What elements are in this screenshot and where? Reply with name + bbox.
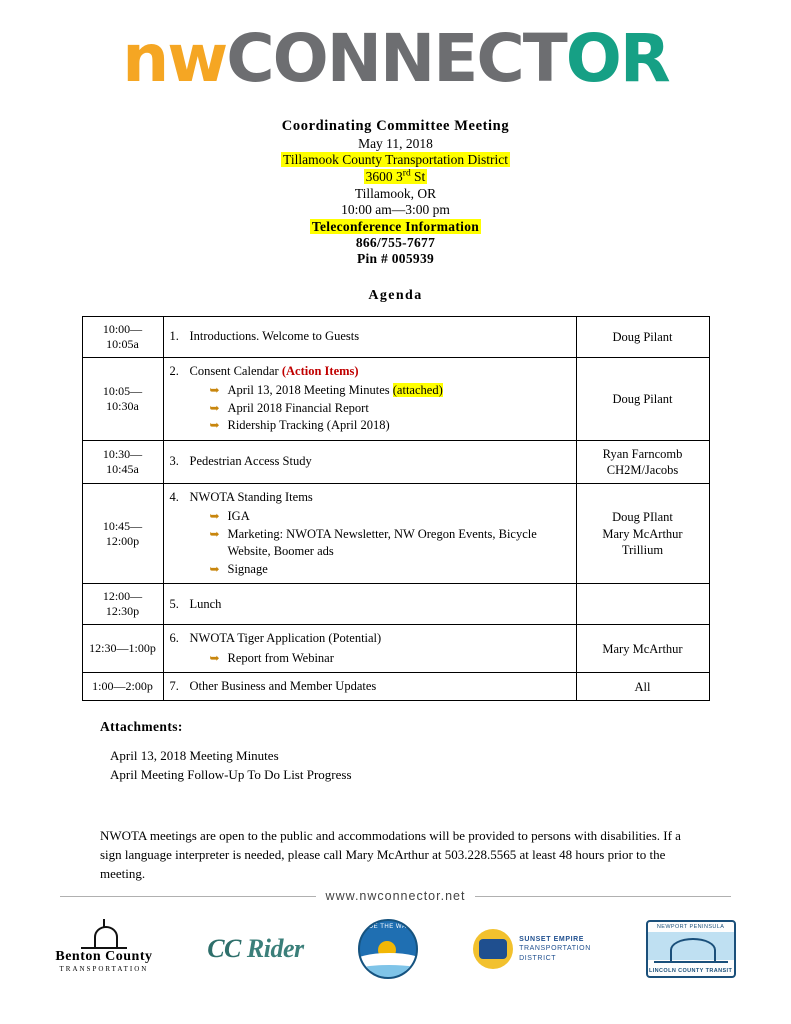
arrow-bullet-icon: ➥ [209,418,220,433]
newport-peninsula-label: NEWPORT PENINSULA [656,924,725,930]
row-item [163,357,576,440]
owner-name: Mary McArthur [602,641,683,656]
partner-logos [0,919,791,979]
row-owner [576,357,709,440]
page-footer [0,889,791,1024]
sunset-transportation-label: TRANSPORTATION [519,945,591,953]
meeting-title: Coordinating Committee Meeting [281,118,510,134]
attachments-heading: Attachments: [100,719,183,735]
meeting-city-state: Tillamook, OR [354,185,437,201]
list-item [210,650,564,668]
website-url[interactable]: www.nwconnector.net [325,889,466,903]
row-number: 3. [169,454,179,469]
owner-name: Doug Pilant [612,391,673,406]
sub-item-text: Marketing: NWOTA Newsletter, NW Oregon Events, Bicycle Website, Boomer ads [227,526,537,559]
arrow-bullet-icon: ➥ [209,400,220,415]
row-number: 4. [169,490,179,505]
table-row [82,484,709,584]
list-item [210,417,564,435]
row-title: Consent Calendar [189,363,282,378]
arrow-bullet-icon: ➥ [209,561,220,576]
table-row [82,440,709,484]
divider-right [475,896,731,897]
meeting-date: May 11, 2018 [358,135,433,151]
meeting-time: 10:00 am—3:00 pm [341,202,450,218]
ride-the-wave-logo [358,919,418,979]
list-item [210,526,564,561]
accessibility-note: NWOTA meetings are open to the public and accommodations will be provided to persons with disabilities. If a sign language interpreter is needed, please call Mary McArthur at 503.228.5565 at least 48 hours prior to the meeting. [100,828,681,881]
table-row [82,625,709,673]
owner-name: Trillium [621,542,664,557]
list-item [210,400,564,418]
footer-url-row [60,889,731,903]
sub-item-list [190,382,564,435]
row-title: Other Business and Member Updates [189,679,377,694]
benton-county-label: Benton County [55,949,153,964]
owner-name: Mary McArthur [602,526,683,541]
ride-the-wave-label: RIDE THE WAVE [361,924,415,930]
logo-text-or: OR [565,20,669,97]
row-item [163,584,576,625]
row-time: 12:30—1:00p [82,625,163,673]
row-title: Introductions. Welcome to Guests [189,329,360,344]
row-time: 10:00—10:05a [82,316,163,357]
arrow-bullet-icon: ➥ [209,650,220,665]
row-owner [576,316,709,357]
list-item: April 13, 2018 Meeting Minutes [110,748,279,764]
sunset-district-label: DISTRICT [519,954,557,962]
cc-label: CC [207,934,241,963]
sunset-empire-logo [473,929,591,969]
table-row [82,673,709,701]
meeting-venue: Tillamook County Transportation District [283,152,508,168]
meeting-address: 3600 3rd St [365,168,426,185]
row-owner [576,625,709,673]
benton-county-logo [55,925,152,973]
row-owner [576,440,709,484]
row-owner [576,673,709,701]
bridge-arch-icon [670,938,716,962]
row-time: 10:05—10:30a [82,357,163,440]
teleconference-phone: 866/755-7677 [355,235,436,250]
row-owner [576,484,709,584]
agenda-table [82,316,710,702]
list-item: April Meeting Follow-Up To Do List Progress [110,767,352,783]
row-title: NWOTA Tiger Application (Potential) [189,631,382,646]
courthouse-dome-icon [81,925,127,949]
arrow-bullet-icon: ➥ [209,383,220,398]
sub-item-text: Signage [227,561,268,576]
list-item [210,561,564,579]
owner-name: All [634,679,651,694]
row-number: 6. [169,631,179,646]
rider-label: Rider [246,934,304,963]
owner-name: CH2M/Jacobs [606,462,679,477]
table-row [82,316,709,357]
row-time: 1:00—2:00p [82,673,163,701]
sub-item-text: Report from Webinar [227,650,334,665]
agenda-heading: Agenda [368,287,423,303]
arrow-bullet-icon: ➥ [209,526,220,541]
row-number: 1. [169,329,179,344]
sub-item-list [190,508,564,578]
owner-name: Doug PIlant [612,510,673,525]
divider-left [60,896,316,897]
row-title: Pedestrian Access Study [189,454,312,469]
benton-transportation-label: TRANSPORTATION [59,965,149,973]
row-time: 10:30—10:45a [82,440,163,484]
row-time: 12:00—12:30p [82,584,163,625]
meeting-header [48,118,743,268]
table-row [82,357,709,440]
sub-item-text: April 13, 2018 Meeting Minutes [227,383,390,398]
sunset-inner-shape [479,939,507,959]
action-items-tag: (Action Items) [281,363,359,378]
lincoln-county-transit-label: LINCOLN COUNTY TRANSIT [648,968,733,974]
teleconference-label: Teleconference Information [311,218,480,234]
list-item [210,508,564,526]
row-item [163,484,576,584]
sub-item-text: IGA [227,509,250,524]
attached-tag: (attached) [392,383,443,398]
row-number: 2. [169,363,179,378]
logo-text-nw: nw [122,20,227,97]
teleconference-pin: Pin # 005939 [356,251,435,267]
sunset-mark-icon [473,929,513,969]
row-title: NWOTA Standing Items [189,490,313,505]
logo-text-connect: CONNECT [226,20,566,97]
row-item [163,316,576,357]
row-item [163,440,576,484]
row-title: Lunch [189,596,222,611]
wave-shape-blue [358,965,418,977]
row-number: 5. [169,596,179,611]
owner-name: Doug Pilant [612,329,673,344]
sunset-empire-label: SUNSET EMPIRE [519,935,585,943]
row-number: 7. [169,679,179,694]
row-item [163,625,576,673]
list-item [210,382,564,400]
sub-item-list [190,650,564,668]
sub-item-text: Ridership Tracking (April 2018) [227,418,390,433]
nw-connector-logo [48,0,743,96]
row-item [163,673,576,701]
arrow-bullet-icon: ➥ [209,509,220,524]
table-row [82,584,709,625]
lincoln-county-transit-logo [646,920,736,978]
bridge-deck-shape [654,961,728,963]
attachments-list [110,747,743,785]
cc-rider-logo [207,934,303,964]
row-owner [576,584,709,625]
row-time: 10:45—12:00p [82,484,163,584]
owner-name: Ryan Farncomb [602,446,683,461]
wave-badge-icon [358,919,418,979]
sub-item-text: April 2018 Financial Report [227,400,369,415]
